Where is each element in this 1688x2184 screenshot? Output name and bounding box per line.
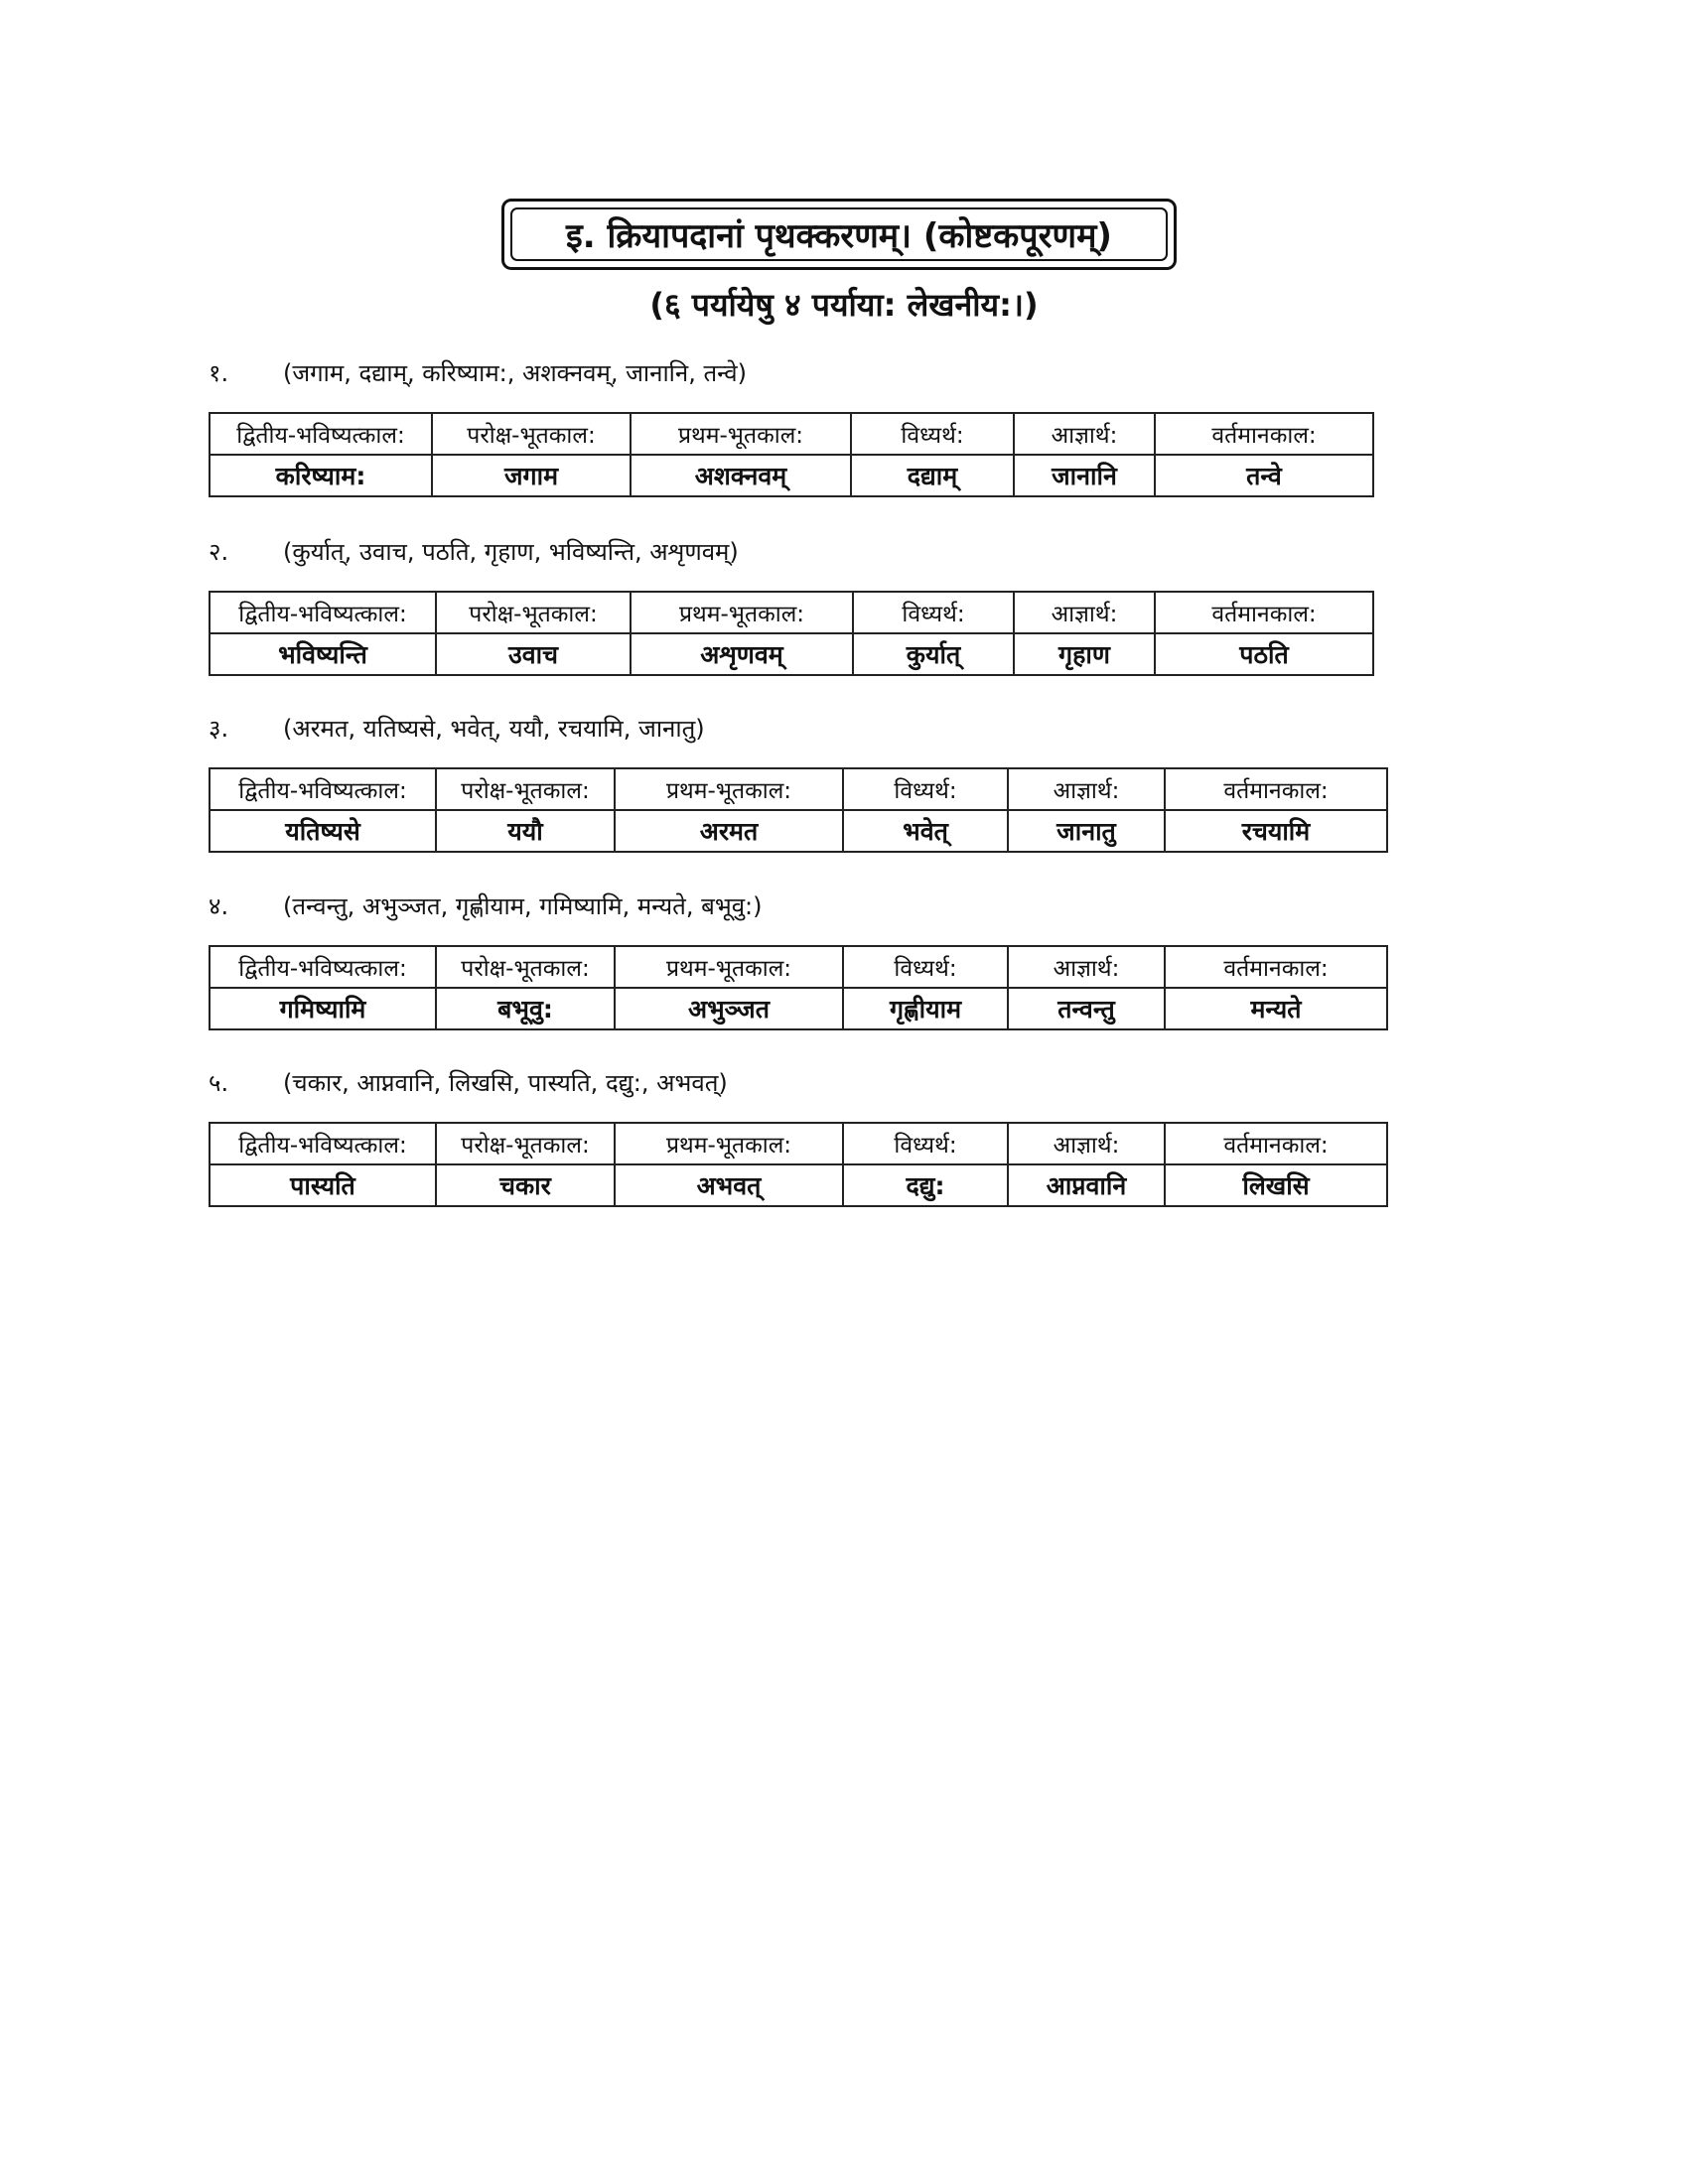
header-cell: वर्तमानकाल: [1155, 413, 1373, 455]
question-options: (अरमत, यतिष्यसे, भवेत्, ययौ, रचयामि, जानातु) [283, 714, 705, 743]
page-subtitle: (६ पर्यायेषु ४ पर्याया: लेखनीय:।) [649, 286, 1039, 324]
header-cell: द्वितीय-भविष्यत्काल: [210, 946, 436, 988]
question-line [209, 1062, 1499, 1102]
answer-table [209, 767, 1388, 853]
header-cell: वर्तमानकाल: [1165, 1123, 1387, 1164]
header-cell: द्वितीय-भविष्यत्काल: [210, 592, 436, 633]
header-cell: प्रथम-भूतकाल: [615, 946, 843, 988]
answer-table [209, 1122, 1388, 1207]
header-cell: विध्यर्थ: [843, 768, 1008, 810]
title-box [501, 199, 1177, 270]
table-header-row [210, 592, 1373, 633]
question-1 [209, 352, 1499, 497]
header-cell: प्रथम-भूतकाल: [615, 1123, 843, 1164]
answer-cell: कुर्यात् [853, 633, 1014, 675]
table-answer-row [210, 810, 1387, 852]
question-number: ३. [209, 714, 229, 743]
answer-table [209, 591, 1374, 676]
question-line [209, 352, 1499, 392]
answer-cell: भविष्यन्ति [210, 633, 436, 675]
question-number: ५. [209, 1068, 229, 1097]
header-cell: विध्यर्थ: [851, 413, 1014, 455]
answer-cell: जानातु [1008, 810, 1165, 852]
header-cell: आज्ञार्थ: [1014, 413, 1155, 455]
table-header-row [210, 1123, 1387, 1164]
question-options: (चकार, आप्नवानि, लिखसि, पास्यति, दद्यु:, अभवत्) [283, 1068, 728, 1097]
answer-table [209, 412, 1374, 497]
table-header-row [210, 413, 1373, 455]
header-cell: परोक्ष-भूतकाल: [436, 592, 631, 633]
answer-cell: बभूवु: [436, 988, 615, 1029]
answer-cell: तन्वन्तु [1008, 988, 1165, 1029]
answer-cell: पठति [1155, 633, 1373, 675]
table-header-row [210, 768, 1387, 810]
answer-table [209, 945, 1388, 1030]
question-4 [209, 886, 1499, 1030]
header-cell: वर्तमानकाल: [1165, 768, 1387, 810]
question-number: ४. [209, 891, 229, 920]
answer-cell: मन्यते [1165, 988, 1387, 1029]
question-2 [209, 531, 1499, 676]
header-cell: द्वितीय-भविष्यत्काल: [210, 768, 436, 810]
header-cell: प्रथम-भूतकाल: [631, 413, 851, 455]
answer-cell: पास्यति [210, 1164, 436, 1206]
answer-cell: जगाम [432, 455, 631, 496]
header-cell: परोक्ष-भूतकाल: [432, 413, 631, 455]
answer-cell: ययौ [436, 810, 615, 852]
page-title: इ. क्रियापदानां पृथक्करणम्। (कोष्टकपूरणम्) [510, 207, 1168, 261]
answer-cell: अभवत् [615, 1164, 843, 1206]
table-header-row [210, 946, 1387, 988]
answer-cell: आप्नवानि [1008, 1164, 1165, 1206]
header-cell: आज्ञार्थ: [1014, 592, 1155, 633]
header-cell: परोक्ष-भूतकाल: [436, 1123, 615, 1164]
question-line [209, 531, 1499, 571]
answer-cell: भवेत् [843, 810, 1008, 852]
answer-cell: यतिष्यसे [210, 810, 436, 852]
header-cell: परोक्ष-भूतकाल: [436, 768, 615, 810]
answer-cell: तन्वे [1155, 455, 1373, 496]
header-cell: प्रथम-भूतकाल: [615, 768, 843, 810]
question-line [209, 886, 1499, 925]
header-cell: विध्यर्थ: [853, 592, 1014, 633]
header-cell: वर्तमानकाल: [1155, 592, 1373, 633]
header-cell: परोक्ष-भूतकाल: [436, 946, 615, 988]
header-cell: आज्ञार्थ: [1008, 1123, 1165, 1164]
question-3 [209, 708, 1499, 853]
question-options: (जगाम, दद्याम्, करिष्याम:, अशक्नवम्, जानानि, तन्वे) [283, 358, 748, 387]
question-number: १. [209, 358, 229, 387]
answer-cell: अरमत [615, 810, 843, 852]
header-cell: विध्यर्थ: [843, 946, 1008, 988]
answer-cell: उवाच [436, 633, 631, 675]
answer-cell: दद्याम् [851, 455, 1014, 496]
header-cell: आज्ञार्थ: [1008, 946, 1165, 988]
question-line [209, 708, 1499, 748]
header-cell: प्रथम-भूतकाल: [631, 592, 853, 633]
question-options: (तन्वन्तु, अभुञ्जत, गृह्णीयाम, गमिष्यामि, मन्यते, बभूवु:) [283, 891, 763, 920]
header-cell: द्वितीय-भविष्यत्काल: [210, 1123, 436, 1164]
answer-cell: जानानि [1014, 455, 1155, 496]
table-answer-row [210, 1164, 1387, 1206]
answer-cell: दद्यु: [843, 1164, 1008, 1206]
answer-cell: गृह्णीयाम [843, 988, 1008, 1029]
question-5 [209, 1062, 1499, 1207]
table-answer-row [210, 633, 1373, 675]
answer-cell: गृहाण [1014, 633, 1155, 675]
answer-cell: चकार [436, 1164, 615, 1206]
answer-cell: अशृणवम् [631, 633, 853, 675]
question-number: २. [209, 537, 229, 566]
answer-cell: अशक्नवम् [631, 455, 851, 496]
table-answer-row [210, 455, 1373, 496]
table-answer-row [210, 988, 1387, 1029]
answer-cell: करिष्याम: [210, 455, 432, 496]
header-cell: विध्यर्थ: [843, 1123, 1008, 1164]
header-cell: द्वितीय-भविष्यत्काल: [210, 413, 432, 455]
answer-cell: रचयामि [1165, 810, 1387, 852]
question-options: (कुर्यात्, उवाच, पठति, गृहाण, भविष्यन्ति, अशृणवम्) [283, 537, 739, 566]
header-cell: आज्ञार्थ: [1008, 768, 1165, 810]
answer-cell: लिखसि [1165, 1164, 1387, 1206]
answer-cell: गमिष्यामि [210, 988, 436, 1029]
header-cell: वर्तमानकाल: [1165, 946, 1387, 988]
answer-cell: अभुञ्जत [615, 988, 843, 1029]
